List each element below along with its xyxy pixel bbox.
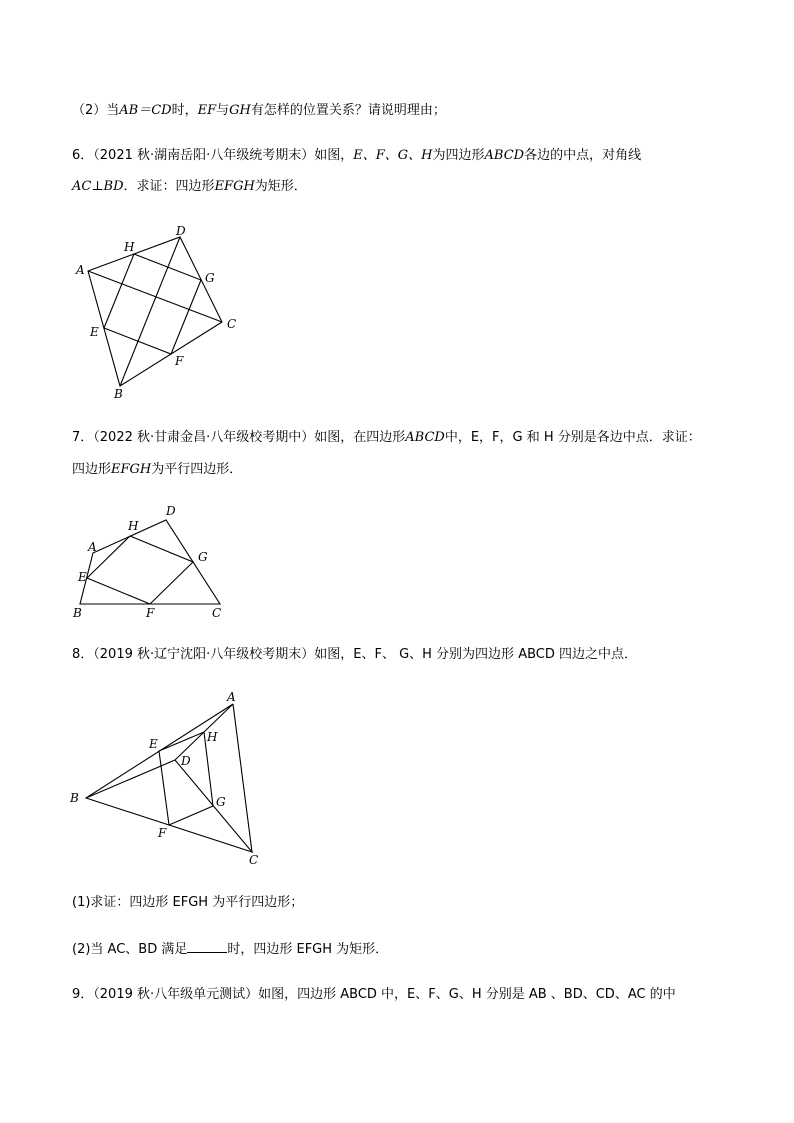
q6-diagonal-ac: [88, 271, 222, 322]
q6-label-g: G: [205, 271, 215, 285]
q8-label-d: D: [181, 754, 191, 768]
q6-label-d: D: [176, 224, 186, 238]
figure-q6: [75, 224, 236, 401]
q7-label-d: D: [166, 504, 176, 518]
q8-label-b: B: [70, 791, 79, 805]
q8-line1: 8．（2019 秋·辽宁沈阳·八年级校考期末）如图，E、F、 G、H 分别为四边形 ABCD 四边之中点．: [72, 647, 637, 662]
q7-label-f: F: [146, 606, 155, 620]
q8-quad-abcd: [86, 704, 252, 852]
q8-label-h: H: [207, 730, 218, 744]
q6-label-h: H: [124, 240, 135, 254]
q9-line1: 9．（2019 秋·八年级单元测试）如图，四边形 ABCD 中，E、F、G、H 分别是 AB 、BD、CD、AC 的中: [72, 987, 676, 1002]
q8-label-f: F: [158, 826, 167, 840]
q6-quad-abcd: [88, 237, 222, 386]
q5-part2: （2）当AB＝CD时，EF与GH有怎样的位置关系？请说明理由；: [72, 103, 446, 118]
q8-label-g: G: [216, 795, 226, 809]
q7-label-e: E: [78, 570, 87, 584]
q8-diagonal-ac: [233, 704, 252, 852]
q7-label-g: G: [198, 550, 208, 564]
q6-label-a: A: [76, 263, 85, 277]
q8-label-a: A: [227, 690, 236, 704]
q8-label-e: E: [149, 737, 158, 751]
q6-label-e: E: [90, 325, 99, 339]
q6-line2: AC⊥BD．求证：四边形EFGH为矩形．: [72, 179, 307, 194]
q7-line2: 四边形EFGH为平行四边形．: [72, 462, 243, 477]
q6-line1: 6．（2021 秋·湖南岳阳·八年级统考期末）如图，E、F、G、H为四边形ABCD各边的中点，对角线: [72, 148, 642, 163]
q8-part2: (2)当 AC、BD 满足 时，四边形 EFGH 为矩形．: [72, 942, 389, 957]
q6-label-b: B: [114, 387, 123, 401]
q7-label-b: B: [73, 606, 82, 620]
q8-diagonal-bd: [86, 760, 175, 798]
figure-q7: [72, 504, 221, 620]
q7-label-h: H: [128, 519, 139, 533]
q8-label-c: C: [249, 853, 259, 867]
q7-label-c: C: [212, 606, 222, 620]
q8-part1: (1)求证：四边形 EFGH 为平行四边形；: [72, 895, 304, 910]
q7-label-a: A: [88, 540, 97, 554]
q6-diagonal-bd: [120, 237, 180, 386]
q7-line1: 7．（2022 秋·甘肃金昌·八年级校考期中）如图，在四边形ABCD中，E，F，G 和 H 分别是各边中点．求证：: [72, 430, 701, 445]
figure-q8: [69, 690, 258, 867]
q7-quad-efgh: [87, 536, 193, 604]
q6-label-f: F: [175, 354, 184, 368]
q6-label-c: C: [227, 317, 237, 331]
